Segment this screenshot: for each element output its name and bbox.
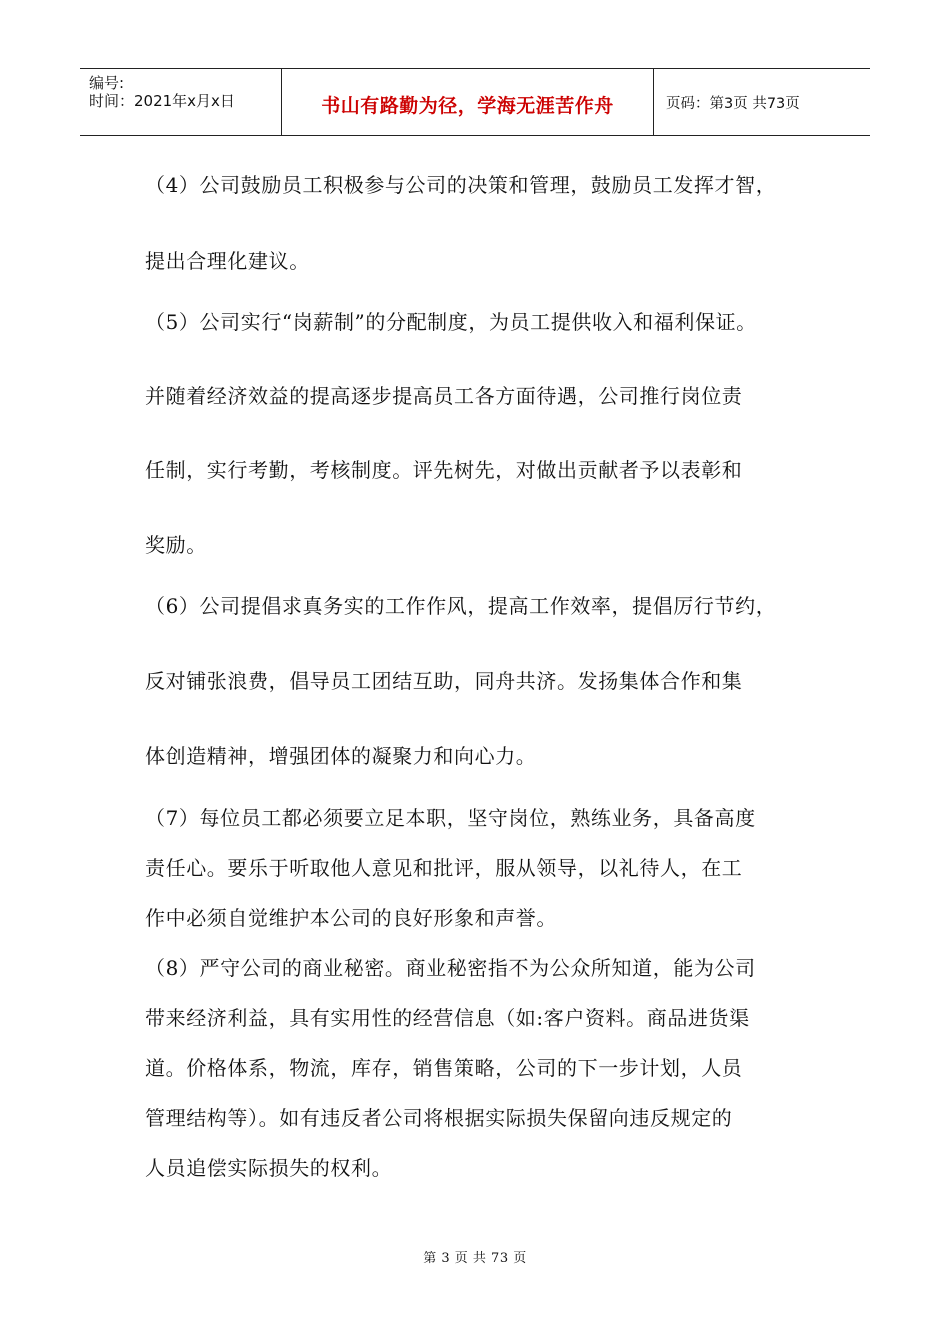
page-info: 页码：第3页 共73页 (666, 95, 800, 112)
body-line: （7）每位员工都必须要立足本职，坚守岗位，熟练业务，具备高度 (145, 806, 756, 830)
body-line: 责任心。要乐于听取他人意见和批评，服从领导，以礼待人，在工 (145, 856, 743, 880)
body-line: 作中必须自觉维护本公司的良好形象和声誉。 (145, 906, 557, 930)
body-line: 管理结构等）。如有违反者公司将根据实际损失保留向违反规定的 (145, 1106, 733, 1130)
body-line: 并随着经济效益的提高逐步提高员工各方面待遇，公司推行岗位责 (145, 384, 743, 408)
header-page-cell (654, 69, 870, 135)
time-label: 时间：2021年x月x日 (89, 92, 235, 110)
body-line: 反对铺张浪费，倡导员工团结互助，同舟共济。发扬集体合作和集 (145, 669, 743, 693)
body-line: 体创造精神，增强团体的凝聚力和向心力。 (145, 744, 537, 768)
header-motto-cell (282, 69, 654, 135)
body-line: 人员追偿实际损失的权利。 (145, 1156, 393, 1180)
body-line: 奖励。 (145, 533, 207, 557)
body-line: （8）严守公司的商业秘密。商业秘密指不为公众所知道，能为公司 (145, 956, 756, 980)
motto-text: 书山有路勤为径，学海无涯苦作舟 (321, 94, 614, 117)
body-line: （4）公司鼓励员工积极参与公司的决策和管理，鼓励员工发挥才智， (145, 173, 777, 197)
body-line: 带来经济利益，具有实用性的经营信息（如:客户资料。商品进货渠 (145, 1006, 750, 1030)
header-meta-cell (80, 69, 282, 135)
body-line: 提出合理化建议。 (145, 249, 310, 273)
body-line: （6）公司提倡求真务实的工作作风，提高工作效率，提倡厉行节约， (145, 594, 777, 618)
body-line: 道。价格体系，物流，库存，销售策略，公司的下一步计划，人员 (145, 1056, 743, 1080)
body-line: 任制，实行考勤，考核制度。评先树先，对做出贡献者予以表彰和 (145, 458, 743, 482)
document-header (80, 68, 870, 136)
body-line: （5）公司实行“岗薪制”的分配制度，为员工提供收入和福利保证。 (145, 310, 757, 334)
page-footer: 第 3 页 共 73 页 (423, 1251, 527, 1266)
number-label: 编号: (89, 74, 125, 92)
